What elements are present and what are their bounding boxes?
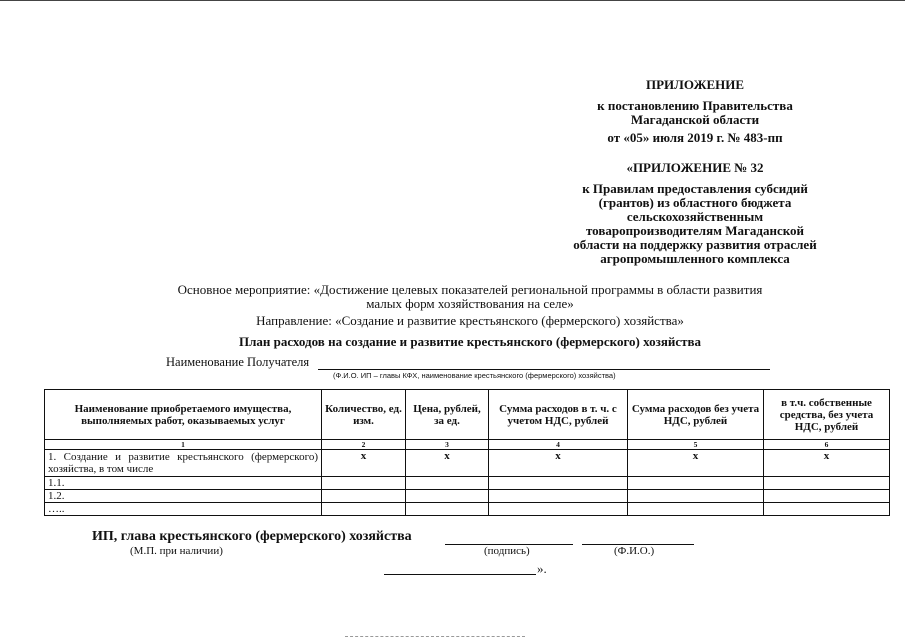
date-number-line: от «05» июля 2019 г. № 483-пп (607, 130, 783, 145)
table-cell[interactable] (322, 490, 406, 503)
rules-line-5: области на поддержку развития отраслей (573, 237, 817, 252)
seal-note: (М.П. при наличии) (130, 545, 223, 557)
column-number: 2 (322, 440, 406, 450)
col-header-sum-vat: Сумма расходов в т. ч. с учетом НДС, рублей (489, 390, 628, 440)
rules-line-6: агропромышленного комплекса (600, 251, 790, 266)
table-row (45, 450, 890, 477)
row-name-cell[interactable]: ….. (45, 503, 322, 516)
recipient-label: Наименование Получателя (166, 355, 310, 369)
table-cell[interactable] (322, 477, 406, 490)
table-cell[interactable] (764, 503, 890, 516)
table-cell[interactable] (406, 503, 489, 516)
signature-caption: (подпись) (484, 545, 530, 557)
table-cell[interactable]: х (628, 450, 764, 477)
col-header-name: Наименование приобретаемого имущества, выполняемых работ, оказываемых услуг (45, 390, 322, 440)
rules-line-4: товаропроизводителям Магаданской (585, 223, 805, 238)
rules-line-2: (грантов) из областного бюджета (598, 195, 792, 210)
direction-line: Направление: «Создание и развитие крестьянского (фермерского) хозяйства» (256, 313, 684, 328)
table-cell[interactable]: х (406, 450, 489, 477)
main-activity-line-2: малых форм хозяйствования на селе» (366, 296, 574, 311)
col-header-sum-no-vat: Сумма расходов без учета НДС, рублей (628, 390, 764, 440)
column-number: 6 (764, 440, 890, 450)
table-cell[interactable] (406, 477, 489, 490)
head-label: ИП, глава крестьянского (фермерского) хозяйства (92, 529, 412, 544)
appendix-32-title: «ПРИЛОЖЕНИЕ № 32 (626, 160, 764, 175)
full-name-field[interactable] (582, 530, 694, 545)
table-cell[interactable] (764, 477, 890, 490)
date-field[interactable] (384, 561, 536, 575)
table-cell[interactable]: х (764, 450, 890, 477)
col-header-quantity: Количество, ед. изм. (322, 390, 406, 440)
region-line: Магаданской области (630, 112, 760, 127)
main-activity-line-1: Основное мероприятие: «Достижение целевых показателей региональной программы в области развития (177, 282, 763, 297)
full-name-caption: (Ф.И.О.) (614, 545, 655, 557)
resolution-line: к постановлению Правительства (597, 98, 793, 113)
column-number: 1 (45, 440, 322, 450)
table-cell[interactable] (764, 490, 890, 503)
table-cell[interactable] (489, 503, 628, 516)
recipient-hint: (Ф.И.О. ИП – главы КФХ, наименование крестьянского (фермерского) хозяйства) (333, 371, 616, 380)
row-name-cell[interactable]: 1. Создание и развитие крестьянского (фермерского) хозяйства, в том числе (45, 450, 322, 477)
row-name-cell[interactable]: 1.1. (45, 477, 322, 490)
table-row (45, 490, 890, 503)
table-cell[interactable]: х (489, 450, 628, 477)
column-number: 5 (628, 440, 764, 450)
column-number: 3 (406, 440, 489, 450)
expense-plan-table (44, 389, 890, 516)
col-header-price: Цена, рублей, за ед. (406, 390, 489, 440)
page-bottom-mark (345, 636, 525, 638)
recipient-field[interactable] (318, 355, 770, 370)
signature-field[interactable] (445, 530, 573, 545)
column-number-row (45, 440, 890, 450)
column-number: 4 (489, 440, 628, 450)
table-cell[interactable] (322, 503, 406, 516)
table-cell[interactable] (628, 503, 764, 516)
appendix-title: ПРИЛОЖЕНИЕ (645, 77, 745, 92)
row-name-cell[interactable]: 1.2. (45, 490, 322, 503)
table-cell[interactable] (489, 477, 628, 490)
col-header-own-funds: в т.ч. собственные средства, без учета НДС, рублей (764, 390, 890, 440)
closing-quote: ». (537, 561, 547, 576)
table-cell[interactable] (489, 490, 628, 503)
rules-line-3: сельскохозяйственным (626, 209, 764, 224)
table-cell[interactable] (628, 490, 764, 503)
table-header-row (45, 390, 890, 440)
table-cell[interactable]: х (322, 450, 406, 477)
plan-title: План расходов на создание и развитие крестьянского (фермерского) хозяйства (238, 334, 702, 349)
table-row (45, 477, 890, 490)
table-row (45, 503, 890, 516)
rules-line-1: к Правилам предоставления субсидий (582, 181, 808, 196)
page-top-border (0, 0, 905, 1)
table-cell[interactable] (406, 490, 489, 503)
table-cell[interactable] (628, 477, 764, 490)
